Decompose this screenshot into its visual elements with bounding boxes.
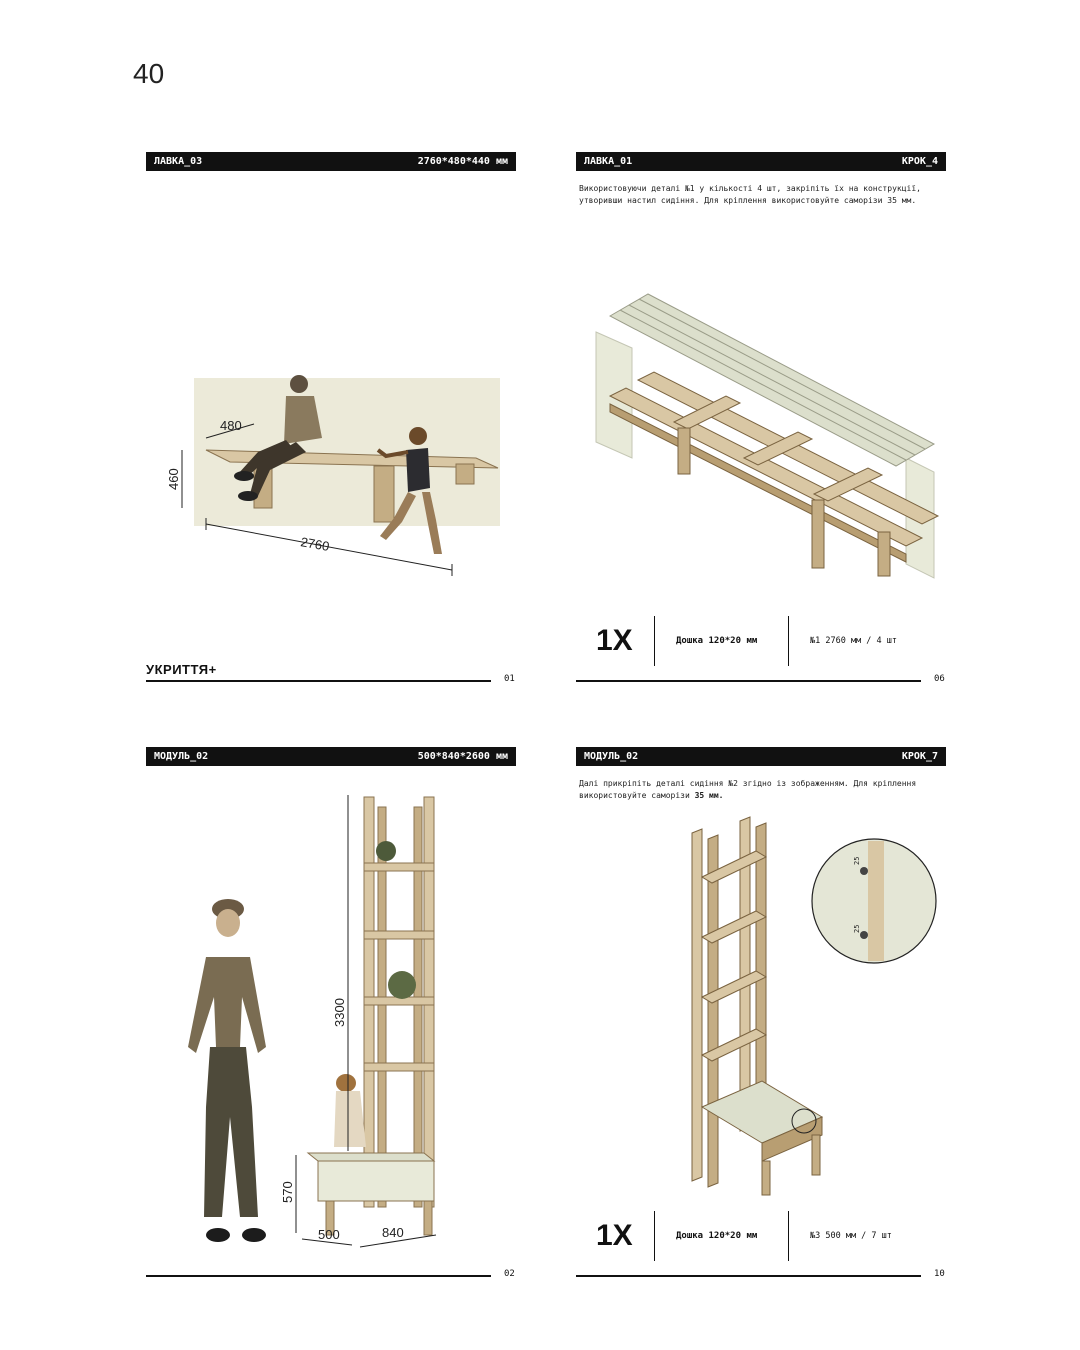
- bench-leg: [374, 466, 394, 522]
- page-number: 40: [133, 58, 165, 89]
- header-step: КРОК_4: [901, 156, 938, 167]
- panel-module-step: [576, 747, 946, 1307]
- bench-assembly-illustration: [576, 152, 946, 612]
- part-spec: №3 500 мм / 7 шт: [810, 1231, 892, 1241]
- dim-label-seat-height: 570: [280, 1181, 295, 1203]
- instruction-bold: 35 мм.: [694, 791, 724, 800]
- header-title: МОДУЛЬ_02: [584, 751, 639, 762]
- detail-dim-top: 25: [853, 856, 861, 865]
- footer-rule: [146, 680, 491, 682]
- parts-list: [576, 1209, 946, 1265]
- bench-leg: [812, 500, 824, 568]
- seat-assembly: [702, 1081, 822, 1195]
- header-title: МОДУЛЬ_02: [154, 751, 209, 762]
- header-dimensions: 500*840*2600 мм: [417, 751, 508, 762]
- footer-page-number: 06: [934, 674, 945, 684]
- module-scene-illustration: [146, 747, 516, 1267]
- separator: [654, 616, 655, 666]
- footer-page-number: 02: [504, 1269, 515, 1279]
- separator: [788, 616, 789, 666]
- dim-label-width: 840: [382, 1225, 404, 1240]
- dog-figure: [334, 1074, 366, 1147]
- panel-module-overview: [146, 747, 516, 1307]
- dim-label-length: 2760: [299, 534, 331, 554]
- module-assembly-illustration: [576, 747, 946, 1207]
- frame-rail: [610, 388, 922, 546]
- parts-list: [576, 614, 946, 670]
- instruction-text: Далі прикріпіть деталі сидіння №2 згідно із зображенням. Для кріплення використовуйте саморізи: [579, 779, 917, 800]
- bench-leg: [456, 464, 474, 484]
- header-dimensions: 2760*480*440 мм: [417, 156, 508, 167]
- screw-icon: [860, 931, 868, 939]
- dim-label-depth: 480: [220, 418, 242, 433]
- separator: [788, 1211, 789, 1261]
- footer-rule: [576, 680, 921, 682]
- plant-icon: [376, 841, 396, 861]
- header-title: ЛАВКА_01: [584, 156, 633, 167]
- header-step: КРОК_7: [901, 751, 938, 762]
- part-name: Дошка 120*20 мм: [676, 1231, 758, 1241]
- header-title: ЛАВКА_03: [154, 156, 203, 167]
- part-name: Дошка 120*20 мм: [676, 636, 758, 646]
- part-spec: №1 2760 мм / 4 шт: [810, 636, 897, 646]
- bench-scene-illustration: [146, 152, 516, 652]
- separator: [654, 1211, 655, 1261]
- dim-label-total-height: 3300: [332, 998, 347, 1027]
- bench-leg: [678, 428, 690, 474]
- footer-page-number: 01: [504, 674, 515, 684]
- footer-rule: [576, 1275, 921, 1277]
- footer-rule: [146, 1275, 491, 1277]
- footer-page-number: 10: [934, 1269, 945, 1279]
- dim-label-height: 460: [166, 468, 181, 490]
- brand-logo: УКРИТТЯ+: [146, 662, 217, 677]
- dim-label-depth: 500: [318, 1227, 340, 1242]
- bench-leg: [878, 532, 890, 576]
- standing-person-figure: [188, 899, 266, 1242]
- detail-dim-bottom: 25: [853, 924, 861, 933]
- part-quantity: 1X: [596, 624, 633, 657]
- screw-icon: [860, 867, 868, 875]
- screw-detail-inset: [812, 839, 936, 963]
- instruction-text: Використовуючи деталі №1 у кількості 4 шт, закріпіть їх на конструкції, утворивши настил сидіння. Для кріплення використовуйте саморізи 35 мм.: [579, 184, 921, 205]
- seat-box: [308, 1153, 434, 1235]
- panel-bench-step: [576, 152, 946, 712]
- panel-bench-overview: [146, 152, 516, 712]
- shelving-tower: [364, 797, 434, 1207]
- plant-icon: [388, 971, 416, 999]
- part-quantity: 1X: [596, 1219, 633, 1252]
